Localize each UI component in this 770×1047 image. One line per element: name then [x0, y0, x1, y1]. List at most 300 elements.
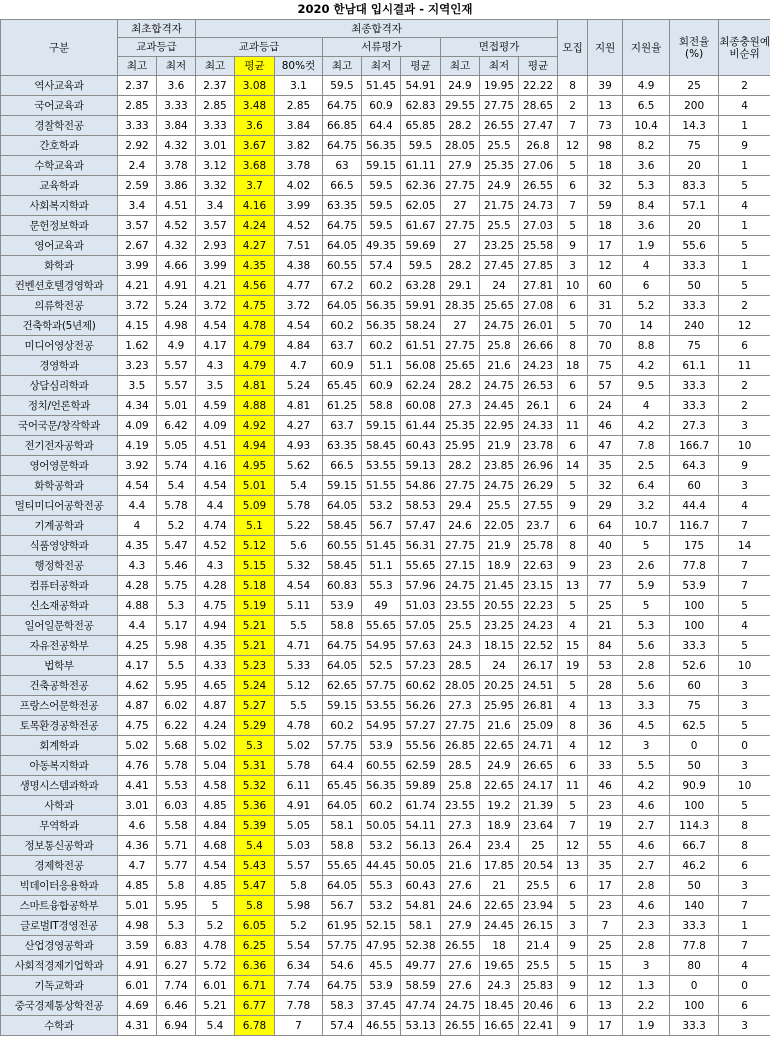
table-cell: 25.78 [519, 536, 558, 556]
table-cell: 21 [480, 876, 519, 896]
table-cell: 37.45 [362, 996, 401, 1016]
table-cell: 52.38 [401, 936, 441, 956]
table-cell: 4.41 [118, 776, 157, 796]
table-cell: 5.98 [157, 636, 196, 656]
department-name: 자유전공학부 [1, 636, 118, 656]
table-cell: 5.39 [235, 816, 275, 836]
table-cell: 5.27 [235, 696, 275, 716]
table-cell: 27.08 [519, 296, 558, 316]
table-cell: 59.15 [362, 156, 401, 176]
table-cell: 4.4 [196, 496, 235, 516]
table-cell: 5.2 [623, 296, 670, 316]
table-cell: 54.91 [401, 76, 441, 96]
table-cell: 64.75 [323, 976, 362, 996]
table-cell: 3.23 [118, 356, 157, 376]
table-cell: 20.46 [519, 996, 558, 1016]
table-cell: 5.57 [157, 376, 196, 396]
table-cell: 32 [588, 176, 623, 196]
table-cell: 4.75 [196, 596, 235, 616]
table-cell: 25 [588, 596, 623, 616]
table-cell: 6.22 [157, 716, 196, 736]
table-cell: 5 [719, 716, 770, 736]
table-cell: 4.78 [235, 316, 275, 336]
table-cell: 9 [558, 496, 588, 516]
table-cell: 6.01 [196, 976, 235, 996]
table-row [1, 896, 770, 916]
table-cell: 2.8 [623, 876, 670, 896]
table-cell: 56.26 [401, 696, 441, 716]
table-cell: 4.85 [196, 796, 235, 816]
table-cell: 6 [623, 276, 670, 296]
table-cell: 27.45 [480, 256, 519, 276]
table-cell: 62.24 [401, 376, 441, 396]
table-cell: 2.7 [623, 856, 670, 876]
header-initial-grade: 교과등급 [118, 38, 196, 57]
table-cell: 25.65 [480, 296, 519, 316]
header-cut80: 80%컷 [275, 57, 323, 76]
table-cell: 5.01 [157, 396, 196, 416]
table-cell: 4.21 [196, 276, 235, 296]
department-name: 멀티미디어공학전공 [1, 496, 118, 516]
header-best: 최고 [118, 57, 157, 76]
table-cell: 5.6 [275, 536, 323, 556]
table-cell: 25.5 [519, 956, 558, 976]
table-cell: 1 [719, 116, 770, 136]
table-cell: 1.62 [118, 336, 157, 356]
table-cell: 4.36 [118, 836, 157, 856]
table-cell: 4.6 [623, 796, 670, 816]
table-cell: 8 [558, 336, 588, 356]
department-name: 건축학과(5년제) [1, 316, 118, 336]
table-cell: 6.25 [235, 936, 275, 956]
table-cell: 3.6 [623, 216, 670, 236]
header-doc-eval: 서류평가 [323, 38, 441, 57]
table-cell: 64.75 [323, 216, 362, 236]
table-cell: 5 [558, 896, 588, 916]
table-cell: 7 [558, 116, 588, 136]
department-name: 미디어영상전공 [1, 336, 118, 356]
table-cell: 26.17 [519, 656, 558, 676]
table-cell: 5.8 [235, 896, 275, 916]
table-cell: 4.4 [118, 616, 157, 636]
table-cell: 4.31 [118, 1016, 157, 1036]
header-final-grade: 교과등급 [196, 38, 323, 57]
table-cell: 61.11 [401, 156, 441, 176]
header-best: 최고 [441, 57, 480, 76]
table-cell: 21 [588, 616, 623, 636]
table-cell: 58.59 [401, 976, 441, 996]
table-cell: 2.37 [118, 76, 157, 96]
table-cell: 12 [719, 316, 770, 336]
table-cell: 7 [719, 556, 770, 576]
table-cell: 20.55 [480, 596, 519, 616]
table-cell: 2 [558, 96, 588, 116]
table-cell: 3.72 [275, 296, 323, 316]
table-cell: 7 [719, 936, 770, 956]
table-cell: 49 [362, 596, 401, 616]
table-cell: 4 [558, 616, 588, 636]
table-cell: 5 [623, 596, 670, 616]
table-cell: 4.85 [196, 876, 235, 896]
table-row [1, 596, 770, 616]
table-cell: 6 [558, 516, 588, 536]
table-cell: 4.28 [196, 576, 235, 596]
department-name: 아동복지학과 [1, 756, 118, 776]
table-cell: 65.85 [401, 116, 441, 136]
table-row [1, 796, 770, 816]
table-cell: 6.83 [157, 936, 196, 956]
table-cell: 26.55 [441, 936, 480, 956]
table-cell: 4.9 [157, 336, 196, 356]
department-name: 의류학전공 [1, 296, 118, 316]
table-cell: 3.01 [118, 796, 157, 816]
table-cell: 17.85 [480, 856, 519, 876]
table-cell: 4 [558, 736, 588, 756]
table-cell: 75 [670, 136, 719, 156]
table-cell: 3.72 [118, 296, 157, 316]
table-cell: 18 [558, 356, 588, 376]
table-cell: 56.35 [362, 316, 401, 336]
table-cell: 2.3 [623, 916, 670, 936]
table-cell: 4.65 [196, 676, 235, 696]
table-cell: 60 [670, 476, 719, 496]
table-cell: 29.55 [441, 96, 480, 116]
table-cell: 9 [558, 556, 588, 576]
table-cell: 5.5 [623, 756, 670, 776]
table-body [1, 76, 770, 1036]
table-cell: 4.74 [196, 516, 235, 536]
table-cell: 46 [588, 776, 623, 796]
department-name: 프랑스어문학전공 [1, 696, 118, 716]
table-cell: 5 [558, 316, 588, 336]
table-cell: 20 [670, 216, 719, 236]
table-cell: 2.8 [623, 656, 670, 676]
table-cell: 100 [670, 796, 719, 816]
table-cell: 12 [558, 836, 588, 856]
table-cell: 13 [558, 576, 588, 596]
table-cell: 22.52 [519, 636, 558, 656]
table-cell: 4.52 [157, 216, 196, 236]
table-cell: 8 [719, 816, 770, 836]
header-ratio: 지원율 [623, 20, 670, 76]
table-cell: 7.78 [275, 996, 323, 1016]
table-cell: 23 [588, 896, 623, 916]
table-cell: 63.35 [323, 196, 362, 216]
table-cell: 5.31 [235, 756, 275, 776]
table-cell: 27.75 [441, 336, 480, 356]
table-cell: 3.12 [196, 156, 235, 176]
department-name: 간호학과 [1, 136, 118, 156]
table-cell: 28.5 [441, 656, 480, 676]
table-cell: 59.15 [323, 476, 362, 496]
table-cell: 5.32 [235, 776, 275, 796]
table-cell: 4.52 [275, 216, 323, 236]
table-cell: 55.65 [362, 616, 401, 636]
table-cell: 75 [670, 696, 719, 716]
department-name: 수학교육과 [1, 156, 118, 176]
table-row [1, 116, 770, 136]
table-cell: 90.9 [670, 776, 719, 796]
table-cell: 4.2 [623, 776, 670, 796]
table-cell: 24.6 [441, 516, 480, 536]
table-cell: 18.9 [480, 556, 519, 576]
table-cell: 2.85 [118, 96, 157, 116]
table-cell: 64.4 [362, 116, 401, 136]
table-row [1, 696, 770, 716]
table-row [1, 316, 770, 336]
table-cell: 27.6 [441, 976, 480, 996]
table-cell: 54.95 [362, 636, 401, 656]
table-cell: 26.55 [519, 176, 558, 196]
table-cell: 4.54 [275, 316, 323, 336]
table-cell: 55.3 [362, 876, 401, 896]
table-cell: 5 [719, 236, 770, 256]
table-cell: 5.74 [157, 456, 196, 476]
table-cell: 4.09 [118, 416, 157, 436]
table-cell: 24.51 [519, 676, 558, 696]
table-cell: 61.1 [670, 356, 719, 376]
department-name: 사회적경제기업학과 [1, 956, 118, 976]
table-cell: 24 [480, 276, 519, 296]
table-cell: 77.8 [670, 556, 719, 576]
table-cell: 27.75 [441, 716, 480, 736]
table-cell: 27.75 [441, 476, 480, 496]
table-cell: 3.4 [118, 196, 157, 216]
table-cell: 60 [588, 276, 623, 296]
table-cell: 24.45 [480, 916, 519, 936]
table-cell: 5.47 [157, 536, 196, 556]
table-cell: 2.93 [196, 236, 235, 256]
table-cell: 56.35 [362, 296, 401, 316]
header-waitlist: 최종충원예비순위 [719, 20, 770, 76]
table-cell: 61.51 [401, 336, 441, 356]
table-cell: 25.5 [480, 136, 519, 156]
table-cell: 51.55 [362, 476, 401, 496]
table-cell: 54.81 [401, 896, 441, 916]
table-cell: 175 [670, 536, 719, 556]
table-cell: 12 [588, 256, 623, 276]
table-cell: 4.75 [235, 296, 275, 316]
table-cell: 7 [719, 896, 770, 916]
table-row [1, 716, 770, 736]
table-cell: 3.33 [196, 116, 235, 136]
table-cell: 3.59 [118, 936, 157, 956]
table-cell: 25.09 [519, 716, 558, 736]
header-interview-eval: 면접평가 [441, 38, 558, 57]
table-cell: 4.33 [196, 656, 235, 676]
table-cell: 24.33 [519, 416, 558, 436]
table-cell: 10 [719, 656, 770, 676]
table-cell: 59.5 [401, 256, 441, 276]
table-cell: 3.5 [196, 376, 235, 396]
table-cell: 5.78 [157, 496, 196, 516]
table-cell: 83.3 [670, 176, 719, 196]
table-row [1, 576, 770, 596]
table-cell: 0 [719, 736, 770, 756]
table-cell: 9 [719, 136, 770, 156]
table-cell: 5 [719, 636, 770, 656]
table-cell: 5.4 [275, 476, 323, 496]
page-title: 2020 한남대 입시결과 - 지역인재 [297, 2, 473, 16]
table-cell: 27.75 [441, 216, 480, 236]
table-cell: 1 [719, 256, 770, 276]
department-name: 생명시스템과학과 [1, 776, 118, 796]
table-cell: 7.8 [623, 436, 670, 456]
table-cell: 5.01 [235, 476, 275, 496]
header-best: 최고 [196, 57, 235, 76]
table-cell: 64 [588, 516, 623, 536]
table-cell: 13 [588, 696, 623, 716]
table-row [1, 476, 770, 496]
department-name: 정보통신공학과 [1, 836, 118, 856]
table-cell: 58.53 [401, 496, 441, 516]
department-name: 상담심리학과 [1, 376, 118, 396]
table-row [1, 296, 770, 316]
department-name: 빅데이터응용학과 [1, 876, 118, 896]
table-cell: 9 [558, 976, 588, 996]
table-row [1, 136, 770, 156]
table-cell: 60.43 [401, 436, 441, 456]
table-cell: 4.27 [235, 236, 275, 256]
table-cell: 5.75 [157, 576, 196, 596]
table-row [1, 976, 770, 996]
table-cell: 26.8 [519, 136, 558, 156]
table-cell: 70 [588, 316, 623, 336]
table-cell: 47 [588, 436, 623, 456]
table-cell: 3.33 [118, 116, 157, 136]
department-name: 건축공학전공 [1, 676, 118, 696]
table-cell: 5.2 [157, 516, 196, 536]
table-cell: 13 [588, 996, 623, 1016]
table-cell: 53.55 [362, 456, 401, 476]
table-cell: 4 [558, 696, 588, 716]
table-cell: 19.65 [480, 956, 519, 976]
table-cell: 60.2 [362, 336, 401, 356]
table-cell: 75 [588, 356, 623, 376]
table-cell: 3.67 [235, 136, 275, 156]
table-cell: 2 [719, 376, 770, 396]
table-cell: 6.77 [235, 996, 275, 1016]
table-cell: 18 [588, 156, 623, 176]
table-cell: 3.57 [118, 216, 157, 236]
table-cell: 59 [588, 196, 623, 216]
table-row [1, 396, 770, 416]
table-cell: 4.3 [118, 556, 157, 576]
table-cell: 4.81 [235, 376, 275, 396]
table-cell: 51.1 [362, 356, 401, 376]
table-cell: 1 [719, 916, 770, 936]
table-cell: 26.15 [519, 916, 558, 936]
table-cell: 59.5 [362, 196, 401, 216]
table-cell: 23 [588, 796, 623, 816]
table-cell: 61.67 [401, 216, 441, 236]
table-cell: 3.72 [196, 296, 235, 316]
table-cell: 26.81 [519, 696, 558, 716]
table-cell: 5.78 [157, 756, 196, 776]
table-cell: 56.08 [401, 356, 441, 376]
table-cell: 58.24 [401, 316, 441, 336]
table-cell: 61.44 [401, 416, 441, 436]
table-cell: 45.5 [362, 956, 401, 976]
table-cell: 4.2 [623, 356, 670, 376]
table-cell: 5.12 [275, 676, 323, 696]
table-cell: 3 [719, 476, 770, 496]
table-cell: 57.05 [401, 616, 441, 636]
table-cell: 63.7 [323, 416, 362, 436]
department-name: 기계공학과 [1, 516, 118, 536]
table-cell: 2.7 [623, 816, 670, 836]
table-row [1, 376, 770, 396]
table-cell: 5.2 [196, 916, 235, 936]
table-row [1, 196, 770, 216]
table-cell: 5.3 [623, 616, 670, 636]
table-cell: 58.45 [323, 556, 362, 576]
table-cell: 59.69 [401, 236, 441, 256]
table-cell: 3.01 [196, 136, 235, 156]
table-cell: 57.96 [401, 576, 441, 596]
table-cell: 4.09 [196, 416, 235, 436]
table-cell: 4.91 [275, 796, 323, 816]
table-cell: 5.3 [157, 916, 196, 936]
table-cell: 3.99 [118, 256, 157, 276]
table-cell: 6 [719, 336, 770, 356]
table-cell: 27.3 [441, 816, 480, 836]
table-cell: 4.58 [196, 776, 235, 796]
table-cell: 4.3 [196, 356, 235, 376]
table-cell: 49.35 [362, 236, 401, 256]
table-cell: 25 [588, 936, 623, 956]
table-cell: 25.65 [441, 356, 480, 376]
table-cell: 5.46 [157, 556, 196, 576]
table-cell: 7 [588, 916, 623, 936]
table-cell: 53.2 [362, 836, 401, 856]
table-cell: 4.51 [157, 196, 196, 216]
table-cell: 60.9 [323, 356, 362, 376]
department-name: 화학과 [1, 256, 118, 276]
table-cell: 26.53 [519, 376, 558, 396]
table-cell: 19.2 [480, 796, 519, 816]
table-cell: 1 [719, 156, 770, 176]
table-cell: 57.23 [401, 656, 441, 676]
table-cell: 4.9 [623, 76, 670, 96]
table-cell: 21.45 [480, 576, 519, 596]
table-cell: 4.94 [196, 616, 235, 636]
table-row [1, 236, 770, 256]
table-cell: 2.85 [275, 96, 323, 116]
table-cell: 58.45 [323, 516, 362, 536]
table-row [1, 436, 770, 456]
table-cell: 5.24 [275, 376, 323, 396]
table-cell: 64.75 [323, 136, 362, 156]
table-cell: 46.55 [362, 1016, 401, 1036]
table-cell: 7.51 [275, 236, 323, 256]
table-cell: 3.99 [196, 256, 235, 276]
table-cell: 7.74 [275, 976, 323, 996]
table-cell: 1.9 [623, 236, 670, 256]
table-cell: 5.53 [157, 776, 196, 796]
table-cell: 60.2 [323, 716, 362, 736]
table-cell: 3 [623, 736, 670, 756]
table-cell: 23.85 [480, 456, 519, 476]
table-cell: 8 [558, 536, 588, 556]
table-cell: 4.59 [196, 396, 235, 416]
table-cell: 5 [558, 216, 588, 236]
table-cell: 19 [558, 656, 588, 676]
table-cell: 4 [118, 516, 157, 536]
table-cell: 5.04 [196, 756, 235, 776]
table-cell: 6 [558, 396, 588, 416]
table-cell: 27.55 [519, 496, 558, 516]
